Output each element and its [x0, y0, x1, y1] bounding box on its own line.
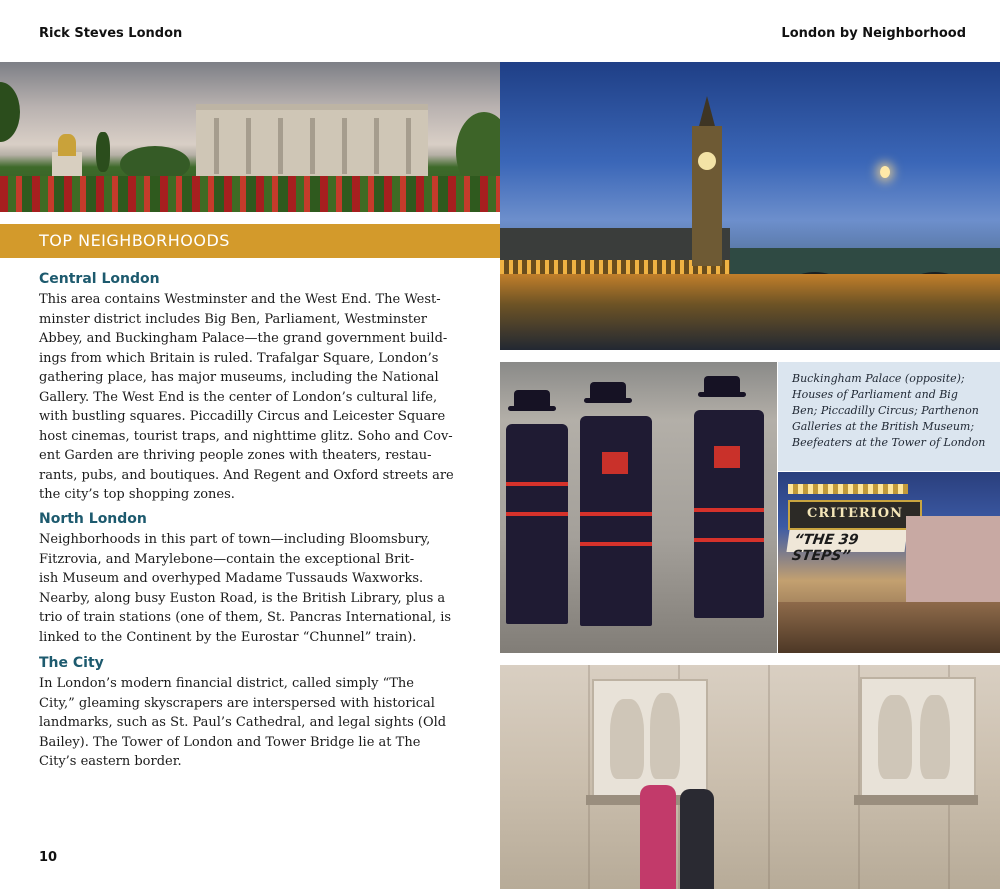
museum-visitor-figure: [640, 785, 676, 889]
gilded-statue-shape: [58, 134, 76, 156]
body-line: Nearby, along busy Euston Road, is the British Library, plus a: [39, 590, 446, 606]
body-line: Abbey, and Buckingham Palace—the grand government build-: [39, 331, 448, 346]
uniform-trim-shape: [580, 542, 652, 546]
the-39-steps-sign-text: “THE 39 STEPS”: [790, 532, 860, 564]
body-line: host cinemas, tourist traps, and nighttime glitz. Soho and Cov-: [39, 428, 453, 444]
section-banner-title: TOP NEIGHBORHOODS: [39, 231, 230, 250]
body-line: with bustling squares. Piccadilly Circus and Leicester Square: [39, 409, 446, 424]
body-line: ish Museum and overhyped Madame Tussauds Waxworks.: [39, 571, 424, 586]
palace-column-shape: [214, 118, 219, 174]
caption-line: Beefeaters at the Tower of London: [792, 436, 986, 449]
royal-crest-shape: [602, 452, 628, 474]
beefeater-figure: [694, 410, 764, 618]
photo-caption: [792, 371, 992, 451]
caption-line: Buckingham Palace (opposite);: [792, 372, 965, 385]
uniform-trim-shape: [694, 508, 764, 512]
body-line: gathering place, has major museums, including the National: [39, 370, 439, 385]
body-line: Gallery. The West End is the center of London’s cultural life,: [39, 389, 438, 405]
caption-line: Ben; Piccadilly Circus; Parthenon: [792, 404, 979, 417]
palace-column-shape: [310, 118, 315, 174]
beefeater-figure: [506, 424, 568, 624]
body-line: City’s eastern border.: [39, 754, 182, 769]
criterion-theatre-sign: [788, 500, 922, 530]
big-ben-spire-shape: [698, 96, 716, 130]
body-line: Bailey). The Tower of London and Tower Bridge lie at The: [39, 734, 421, 750]
beefeater-figure: [580, 416, 652, 626]
houses-of-parliament-photo: [500, 62, 1000, 350]
thames-water-shape: [500, 274, 1000, 350]
palace-column-shape: [278, 118, 283, 174]
display-ledge-shape: [854, 795, 978, 805]
body-line: ings from which Britain is ruled. Trafalgar Square, London’s: [39, 350, 439, 366]
centaur-figure-shape: [610, 699, 644, 779]
body-line: linked to the Continent by the Eurostar “Chunnel” train).: [39, 629, 417, 645]
marquee-lights-shape: [788, 484, 908, 494]
tudor-hat-shape: [590, 382, 626, 400]
body-line: This area contains Westminster and the West End. The West-: [39, 292, 441, 307]
piccadilly-circus-photo: [778, 472, 1000, 653]
street-crowd-shape: [778, 602, 1000, 653]
uniform-trim-shape: [694, 538, 764, 542]
tree-shape: [96, 132, 110, 172]
street-lamp-shape: [880, 166, 890, 178]
museum-visitor-figure: [680, 789, 714, 889]
section-title-north-london: North London: [39, 511, 147, 527]
uniform-trim-shape: [580, 512, 652, 516]
running-header-right: London by Neighborhood: [781, 26, 966, 41]
body-line: trio of train stations (one of them, St. Pancras International, is: [39, 610, 452, 625]
palace-column-shape: [406, 118, 411, 174]
piccadilly-building-shape: [906, 516, 1000, 606]
body-line: Fitzrovia, and Marylebone—contain the exceptional Brit-: [39, 551, 415, 567]
body-line: ent Garden are thriving people zones with theaters, restau-: [39, 448, 432, 463]
uniform-trim-shape: [506, 512, 568, 516]
section-title-the-city: The City: [39, 655, 104, 671]
flower-bed-shape: [0, 176, 500, 212]
section-body-north-london: [39, 530, 469, 647]
photo-caption-box: [778, 362, 1000, 471]
body-line: rants, pubs, and boutiques. And Regent and Oxford streets are: [39, 467, 454, 483]
tudor-hat-shape: [514, 390, 550, 408]
lapith-figure-shape: [920, 695, 950, 779]
palace-column-shape: [342, 118, 347, 174]
body-line: minster district includes Big Ben, Parliament, Westminster: [39, 311, 428, 327]
palace-column-shape: [246, 118, 251, 174]
royal-crest-shape: [714, 446, 740, 468]
section-body-the-city: [39, 674, 469, 772]
body-line: landmarks, such as St. Paul’s Cathedral, and legal sights (Old: [39, 715, 447, 730]
section-banner: [0, 224, 500, 258]
caption-line: Houses of Parliament and Big: [792, 388, 958, 401]
page-number: 10: [39, 850, 58, 865]
body-line: In London’s modern financial district, called simply “The: [39, 676, 414, 691]
buckingham-palace-photo: [0, 62, 500, 212]
body-line: the city’s top shopping zones.: [39, 487, 235, 502]
section-body-central-london: [39, 290, 469, 505]
tudor-hat-shape: [704, 376, 740, 394]
the-39-steps-sign: [786, 530, 907, 564]
body-line: Neighborhoods in this part of town—including Bloomsbury,: [39, 532, 431, 547]
uniform-trim-shape: [506, 482, 568, 486]
body-line: City,” gleaming skyscrapers are interspersed with historical: [39, 695, 435, 711]
lapith-figure-shape: [650, 693, 680, 779]
caption-line: Galleries at the British Museum;: [792, 420, 975, 433]
section-title-central-london: Central London: [39, 271, 160, 287]
palace-column-shape: [374, 118, 379, 174]
centaur-figure-shape: [878, 695, 912, 779]
running-header-left: Rick Steves London: [39, 26, 183, 41]
beefeaters-photo: [500, 362, 777, 653]
big-ben-clock-shape: [698, 152, 716, 170]
parthenon-galleries-photo: [500, 665, 1000, 889]
big-ben-tower-shape: [692, 126, 722, 266]
criterion-sign-text: CRITERION: [807, 506, 903, 521]
tree-shape: [0, 82, 20, 142]
